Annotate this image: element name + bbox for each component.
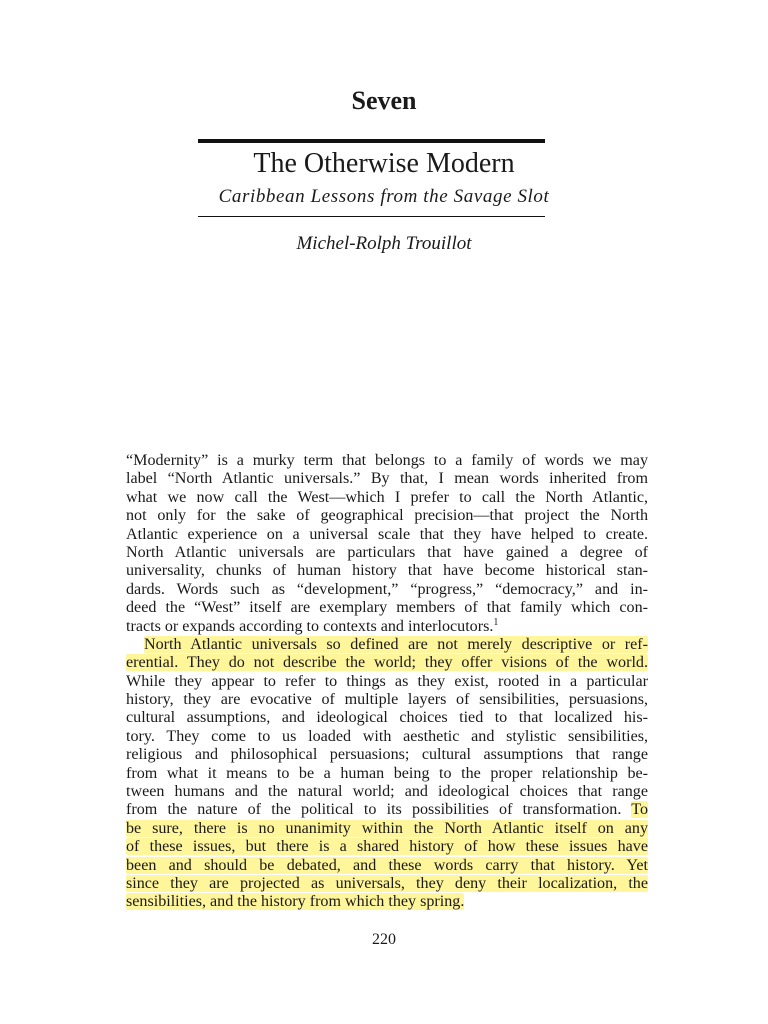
paragraph2-line [126, 875, 648, 893]
paragraph2-line: While they appear to refer to things as they exist, rooted in a particular [126, 672, 648, 690]
highlighted-text: of these issues, but there is a shared history of how these issues have [126, 838, 648, 856]
highlighted-text: been and should be debated, and these words carry that history. Yet [126, 856, 648, 874]
paragraph1-line: what we now call the West—which I prefer to call the North Atlantic, [126, 488, 648, 506]
paragraph1-line: label “North Atlantic universals.” By that, I mean words inherited from [126, 470, 648, 488]
title-top-rule [198, 139, 545, 143]
body-text [126, 452, 648, 912]
paragraph2-line: from what it means to be a human being to the proper relationship be- [126, 764, 648, 782]
paragraph1-line: Atlantic experience on a universal scale that they have helped to create. [126, 525, 648, 543]
paragraph1-line: deed the “West” itself are exemplary members of that family which con- [126, 599, 648, 617]
subtitle-rule [198, 216, 545, 217]
highlighted-text: since they are projected as universals, they deny their localization, the [126, 874, 648, 892]
paragraph1-line: not only for the sake of geographical precision—that project the North [126, 507, 648, 525]
highlighted-text: sensibilities, and the history from which they spring. [126, 893, 465, 911]
paragraph2-line: history, they are evocative of multiple layers of sensibilities, persuasions, [126, 691, 648, 709]
paragraph2-line: tory. They come to us loaded with aesthetic and stylistic sensibilities, [126, 727, 648, 745]
highlighted-text: North Atlantic universals so defined are not merely descriptive or ref- [144, 635, 648, 653]
footnote-marker[interactable]: 1 [493, 616, 499, 628]
paragraph2-line: cultural assumptions, and ideological choices tied to that localized his- [126, 709, 648, 727]
highlighted-text: erential. They do not describe the world; they offer visions of the world. [126, 654, 648, 672]
paragraph2-line [126, 838, 648, 856]
paragraph2-line [126, 654, 648, 672]
chapter-subtitle: Caribbean Lessons from the Savage Slot [218, 186, 550, 207]
paragraph2-line [126, 893, 648, 911]
paragraph2-line [126, 820, 648, 838]
chapter-title: The Otherwise Modern [253, 148, 515, 179]
paragraph2-line [126, 636, 648, 654]
paragraph1-line: “Modernity” is a murky term that belongs to a family of words we may [126, 452, 648, 469]
paragraph2-line [126, 857, 648, 875]
highlighted-text: To [631, 801, 649, 819]
page-number: 220 [372, 931, 396, 948]
paragraph1-line-text: tracts or expands according to contexts and interlocutors. [126, 617, 494, 635]
paragraph2-line: religious and philosophical persuasions; cultural assumptions that range [126, 746, 648, 764]
plain-text: from the nature of the political to its possibilities of transformation. [126, 801, 622, 819]
paragraph1-line: universality, chunks of human history that have become historical stan- [126, 562, 648, 580]
chapter-number: Seven [351, 86, 417, 115]
paragraph1-line: dards. Words such as “development,” “progress,” “democracy,” and in- [126, 580, 648, 598]
paragraph1-last-line [126, 618, 648, 636]
paragraph2-line [126, 801, 648, 819]
highlighted-text: be sure, there is no unanimity within the North Atlantic itself on any [126, 819, 648, 837]
paragraph1-line: North Atlantic universals are particulars that have gained a degree of [126, 543, 648, 561]
chapter-author: Michel-Rolph Trouillot [296, 233, 472, 254]
paragraph2-line: tween humans and the natural world; and ideological choices that range [126, 783, 648, 801]
